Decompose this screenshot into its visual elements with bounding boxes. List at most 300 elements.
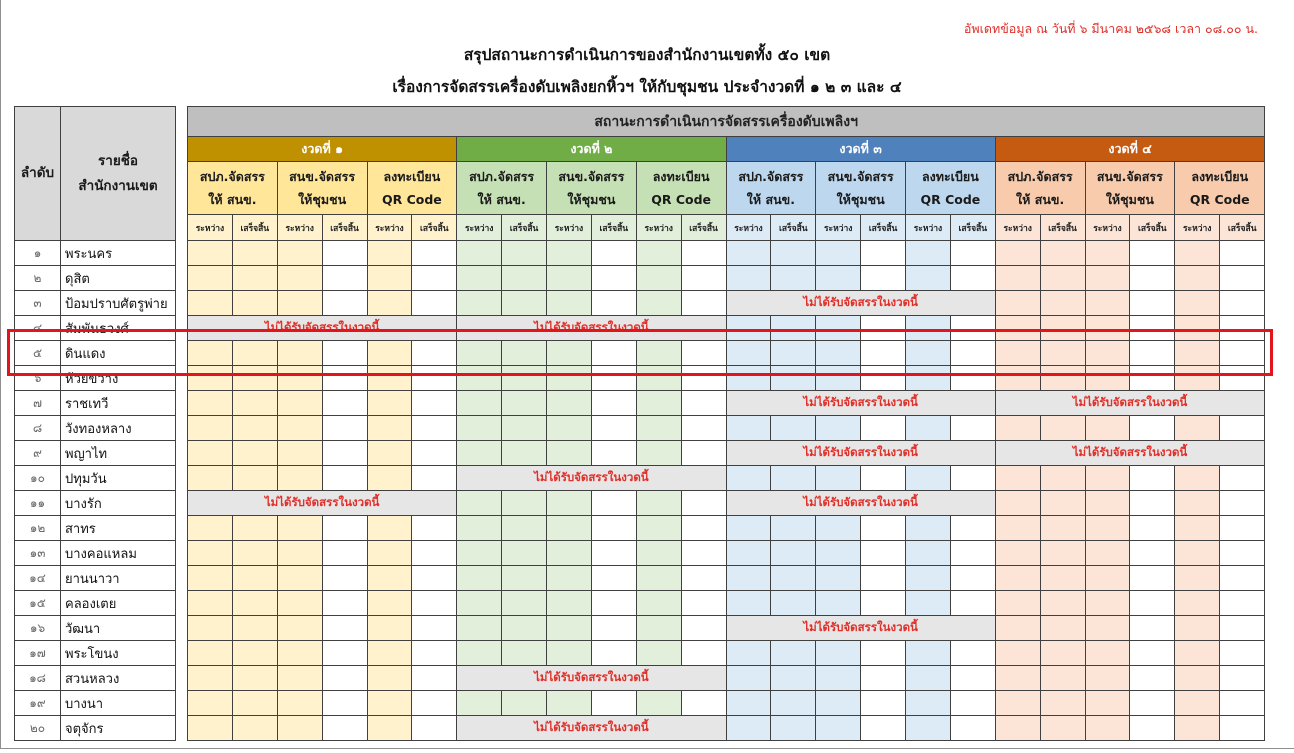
status-cell: [412, 266, 457, 291]
status-cell: [188, 591, 233, 616]
status-cell: [1220, 641, 1265, 666]
not-allocated-cell: ไม่ได้รับจัดสรรในงวดนี้: [726, 441, 995, 466]
in-progress-label: ระหว่าง: [1085, 215, 1130, 241]
status-cell: [367, 291, 412, 316]
status-cell: [861, 566, 906, 591]
table-row: [15, 266, 1265, 291]
status-cell: [547, 566, 592, 591]
status-cell: [232, 641, 277, 666]
status-cell: [636, 491, 681, 516]
status-cell: [950, 641, 995, 666]
status-cell: [502, 516, 547, 541]
status-cell: [188, 266, 233, 291]
round-1-step-1-header: [188, 162, 278, 215]
district-name: วัฒนา: [61, 616, 176, 641]
status-cell: [502, 566, 547, 591]
status-cell: [636, 591, 681, 616]
round-2-step-3-header: [636, 162, 726, 215]
status-cell: [771, 666, 816, 691]
status-cell: [547, 291, 592, 316]
district-name: วังทองหลาง: [61, 416, 176, 441]
status-cell: [457, 491, 502, 516]
status-cell: [816, 666, 861, 691]
status-cell: [322, 666, 367, 691]
status-cell: [906, 716, 951, 741]
status-cell: [771, 266, 816, 291]
update-note: อัพเดทข้อมูล ณ วันที่ ๖ มีนาคม ๒๕๖๘ เวลา ๐๘.๐๐ น.: [963, 21, 1258, 36]
status-cell: [232, 616, 277, 641]
step-label-line2: ให้ชุมชน: [567, 192, 616, 207]
status-cell: [1040, 566, 1085, 591]
status-cell: [1130, 566, 1175, 591]
status-cell: [277, 466, 322, 491]
status-cell: [188, 541, 233, 566]
status-cell: [771, 516, 816, 541]
done-label: เสร็จสิ้น: [502, 215, 547, 241]
status-cell: [412, 666, 457, 691]
status-cell: [906, 266, 951, 291]
status-cell: [995, 566, 1040, 591]
status-cell: [950, 516, 995, 541]
status-cell: [1040, 616, 1085, 641]
table-row: [15, 666, 1265, 691]
status-cell: [188, 516, 233, 541]
status-cell: [591, 691, 636, 716]
status-cell: [322, 291, 367, 316]
status-cell: [322, 266, 367, 291]
district-name: ยานนาวา: [61, 566, 176, 591]
status-cell: [412, 641, 457, 666]
round-1-step-3-header: [367, 162, 457, 215]
status-cell: [457, 391, 502, 416]
status-cell: [816, 466, 861, 491]
status-cell: [950, 666, 995, 691]
status-cell: [1085, 291, 1130, 316]
table-row: [15, 241, 1265, 266]
round-1-header: งวดที่ ๑: [188, 137, 457, 162]
status-cell: [1085, 416, 1130, 441]
status-cell: [681, 616, 726, 641]
status-cell: [277, 241, 322, 266]
in-progress-label: ระหว่าง: [906, 215, 951, 241]
status-cell: [906, 541, 951, 566]
status-cell: [232, 291, 277, 316]
status-cell: [1175, 666, 1220, 691]
status-cell: [412, 241, 457, 266]
status-cell: [681, 691, 726, 716]
status-cell: [1085, 666, 1130, 691]
round-4-step-1-header: [995, 162, 1085, 215]
status-cell: [322, 441, 367, 466]
status-cell: [950, 716, 995, 741]
status-cell: [726, 516, 771, 541]
status-cell: [502, 491, 547, 516]
status-header: สถานะการดำเนินการจัดสรรเครื่องดับเพลิงฯ: [188, 107, 1265, 137]
status-cell: [232, 666, 277, 691]
status-cell: [1130, 491, 1175, 516]
round-3-step-2-header: [816, 162, 906, 215]
status-cell: [1175, 716, 1220, 741]
district-number: ๗: [15, 391, 61, 416]
not-allocated-cell: ไม่ได้รับจัดสรรในงวดนี้: [188, 316, 457, 341]
status-cell: [681, 441, 726, 466]
status-cell: [950, 591, 995, 616]
status-cell: [277, 291, 322, 316]
status-cell: [457, 591, 502, 616]
status-cell: [188, 441, 233, 466]
status-cell: [771, 591, 816, 616]
status-cell: [861, 516, 906, 541]
status-cell: [457, 641, 502, 666]
round-4-header: งวดที่ ๔: [995, 137, 1265, 162]
status-cell: [232, 541, 277, 566]
status-cell: [995, 416, 1040, 441]
highlight-box: [7, 329, 1273, 376]
status-cell: [726, 691, 771, 716]
col-name-header-line2: สำนักงานเขต: [78, 177, 158, 194]
status-cell: [1175, 416, 1220, 441]
done-label: เสร็จสิ้น: [950, 215, 995, 241]
in-progress-label: ระหว่าง: [277, 215, 322, 241]
status-cell: [412, 516, 457, 541]
status-cell: [457, 616, 502, 641]
status-cell: [681, 516, 726, 541]
status-cell: [591, 441, 636, 466]
status-cell: [1130, 416, 1175, 441]
status-cell: [322, 416, 367, 441]
status-cell: [277, 391, 322, 416]
status-cell: [232, 241, 277, 266]
status-cell: [1220, 491, 1265, 516]
status-cell: [277, 641, 322, 666]
col-name-header-line1: รายชื่อ: [97, 152, 138, 169]
status-cell: [1175, 641, 1220, 666]
status-cell: [861, 541, 906, 566]
status-cell: [232, 466, 277, 491]
status-cell: [636, 541, 681, 566]
status-cell: [950, 541, 995, 566]
status-cell: [1175, 466, 1220, 491]
status-cell: [322, 466, 367, 491]
table-row: [15, 291, 1265, 316]
table-row: [15, 516, 1265, 541]
status-cell: [547, 641, 592, 666]
done-label: เสร็จสิ้น: [232, 215, 277, 241]
status-cell: [457, 516, 502, 541]
status-cell: [861, 691, 906, 716]
status-cell: [232, 691, 277, 716]
status-cell: [547, 616, 592, 641]
status-cell: [995, 291, 1040, 316]
status-cell: [906, 241, 951, 266]
status-cell: [861, 716, 906, 741]
status-cell: [591, 491, 636, 516]
status-cell: [277, 416, 322, 441]
in-progress-label: ระหว่าง: [188, 215, 233, 241]
table-row: [15, 591, 1265, 616]
status-cell: [816, 566, 861, 591]
status-cell: [950, 566, 995, 591]
status-cell: [188, 616, 233, 641]
status-cell: [591, 591, 636, 616]
status-cell: [277, 691, 322, 716]
status-cell: [277, 441, 322, 466]
status-cell: [816, 241, 861, 266]
status-cell: [1085, 516, 1130, 541]
status-cell: [547, 541, 592, 566]
status-cell: [547, 266, 592, 291]
status-cell: [681, 641, 726, 666]
step-label-line2: ให้ชุมชน: [836, 192, 885, 207]
status-cell: [681, 541, 726, 566]
status-cell: [995, 716, 1040, 741]
status-cell: [367, 441, 412, 466]
status-cell: [1130, 541, 1175, 566]
status-cell: [861, 641, 906, 666]
status-cell: [1040, 416, 1085, 441]
district-name: ปทุมวัน: [61, 466, 176, 491]
status-cell: [726, 641, 771, 666]
step-label-line1: สนข.จัดสรร: [827, 169, 894, 184]
status-cell: [1085, 491, 1130, 516]
title-line-2: เรื่องการจัดสรรเครื่องดับเพลิงยกหิ้วฯ ให้กับชุมชน ประจำงวดที่ ๑ ๒ ๓ และ ๔: [392, 78, 902, 96]
status-cell: [591, 266, 636, 291]
status-cell: [591, 516, 636, 541]
status-label-row: [15, 215, 1265, 241]
status-cell: [1085, 716, 1130, 741]
status-cell: [906, 691, 951, 716]
status-cell: [1040, 591, 1085, 616]
status-cell: [367, 466, 412, 491]
header-row: [15, 107, 1265, 137]
step-label-line2: ให้ สนข.: [746, 192, 795, 207]
status-cell: [277, 666, 322, 691]
district-name: สาทร: [61, 516, 176, 541]
status-cell: [1040, 691, 1085, 716]
status-cell: [1130, 616, 1175, 641]
district-name: คลองเตย: [61, 591, 176, 616]
in-progress-label: ระหว่าง: [726, 215, 771, 241]
status-cell: [367, 416, 412, 441]
status-cell: [906, 466, 951, 491]
district-number: ๔: [15, 316, 61, 341]
status-cell: [636, 391, 681, 416]
status-cell: [277, 266, 322, 291]
status-cell: [502, 241, 547, 266]
status-cell: [906, 516, 951, 541]
status-cell: [816, 716, 861, 741]
done-label: เสร็จสิ้น: [412, 215, 457, 241]
status-cell: [995, 666, 1040, 691]
status-cell: [591, 566, 636, 591]
step-label-line2: ให้ สนข.: [1016, 192, 1065, 207]
status-cell: [1130, 691, 1175, 716]
status-cell: [547, 591, 592, 616]
status-cell: [591, 391, 636, 416]
status-cell: [188, 241, 233, 266]
status-cell: [1130, 666, 1175, 691]
status-cell: [1220, 466, 1265, 491]
district-number: ๑๖: [15, 616, 61, 641]
status-cell: [367, 566, 412, 591]
district-number: ๑๙: [15, 691, 61, 716]
district-number: ๑: [15, 241, 61, 266]
status-cell: [995, 641, 1040, 666]
table-row: [15, 566, 1265, 591]
round-2-step-1-header: [457, 162, 547, 215]
status-cell: [277, 616, 322, 641]
status-cell: [726, 266, 771, 291]
status-cell: [232, 416, 277, 441]
done-label: เสร็จสิ้น: [1220, 215, 1265, 241]
status-cell: [636, 441, 681, 466]
status-cell: [816, 541, 861, 566]
status-cell: [1175, 491, 1220, 516]
status-cell: [1130, 291, 1175, 316]
status-cell: [861, 466, 906, 491]
table-row: [15, 416, 1265, 441]
status-cell: [188, 416, 233, 441]
in-progress-label: ระหว่าง: [367, 215, 412, 241]
district-name: บางรัก: [61, 491, 176, 516]
round-2-step-2-header: [547, 162, 637, 215]
status-cell: [322, 241, 367, 266]
status-cell: [1220, 266, 1265, 291]
status-cell: [367, 666, 412, 691]
status-cell: [681, 416, 726, 441]
district-name: บางคอแหลม: [61, 541, 176, 566]
status-cell: [367, 516, 412, 541]
district-name: พญาไท: [61, 441, 176, 466]
status-cell: [412, 541, 457, 566]
status-cell: [1220, 716, 1265, 741]
status-cell: [457, 416, 502, 441]
status-cell: [1220, 516, 1265, 541]
not-allocated-cell: ไม่ได้รับจัดสรรในงวดนี้: [726, 491, 995, 516]
status-cell: [726, 466, 771, 491]
step-label-line2: QR Code: [651, 192, 712, 207]
status-cell: [1220, 416, 1265, 441]
step-label-line2: ให้ สนข.: [208, 192, 257, 207]
status-cell: [1220, 691, 1265, 716]
step-label-line1: สปภ.จัดสรร: [469, 169, 535, 184]
status-cell: [816, 416, 861, 441]
status-cell: [950, 416, 995, 441]
status-cell: [861, 666, 906, 691]
status-cell: [726, 241, 771, 266]
status-cell: [412, 616, 457, 641]
district-number: ๙: [15, 441, 61, 466]
status-cell: [1175, 241, 1220, 266]
status-cell: [906, 666, 951, 691]
round-1-step-2-header: [277, 162, 367, 215]
status-cell: [1220, 666, 1265, 691]
status-cell: [457, 291, 502, 316]
status-cell: [906, 416, 951, 441]
status-cell: [726, 416, 771, 441]
status-cell: [816, 266, 861, 291]
status-cell: [1175, 566, 1220, 591]
status-cell: [681, 566, 726, 591]
status-cell: [277, 566, 322, 591]
not-allocated-cell: ไม่ได้รับจัดสรรในงวดนี้: [726, 391, 995, 416]
status-cell: [232, 591, 277, 616]
step-label-line1: สนข.จัดสรร: [558, 169, 625, 184]
not-allocated-cell: ไม่ได้รับจัดสรรในงวดนี้: [457, 666, 726, 691]
in-progress-label: ระหว่าง: [816, 215, 861, 241]
status-cell: [188, 716, 233, 741]
round-3-step-3-header: [906, 162, 996, 215]
status-cell: [1040, 516, 1085, 541]
district-name: ป้อมปราบศัตรูพ่าย: [61, 291, 176, 316]
table-row: [15, 716, 1265, 741]
status-cell: [591, 241, 636, 266]
status-cell: [1085, 591, 1130, 616]
round-3-header: งวดที่ ๓: [726, 137, 995, 162]
done-label: เสร็จสิ้น: [771, 215, 816, 241]
status-cell: [636, 266, 681, 291]
status-cell: [547, 241, 592, 266]
not-allocated-cell: ไม่ได้รับจัดสรรในงวดนี้: [457, 466, 726, 491]
status-cell: [188, 291, 233, 316]
status-cell: [457, 541, 502, 566]
status-cell: [816, 691, 861, 716]
status-cell: [502, 616, 547, 641]
status-cell: [995, 541, 1040, 566]
status-cell: [1220, 616, 1265, 641]
status-cell: [726, 566, 771, 591]
status-cell: [1220, 241, 1265, 266]
column-gap: [176, 107, 188, 741]
district-number: ๑๕: [15, 591, 61, 616]
status-cell: [726, 591, 771, 616]
status-cell: [547, 491, 592, 516]
status-cell: [636, 566, 681, 591]
status-cell: [591, 291, 636, 316]
step-label-line1: สปภ.จัดสรร: [738, 169, 804, 184]
status-cell: [681, 491, 726, 516]
status-cell: [1130, 516, 1175, 541]
status-cell: [1175, 541, 1220, 566]
status-cell: [412, 566, 457, 591]
step-label-line2: ให้ชุมชน: [298, 192, 347, 207]
status-cell: [1040, 666, 1085, 691]
status-cell: [1040, 291, 1085, 316]
status-cell: [1085, 466, 1130, 491]
status-cell: [681, 391, 726, 416]
status-cell: [412, 716, 457, 741]
status-cell: [906, 591, 951, 616]
status-cell: [502, 266, 547, 291]
status-cell: [547, 391, 592, 416]
round-3-step-1-header: [726, 162, 816, 215]
status-cell: [950, 241, 995, 266]
step-header-row: [15, 162, 1265, 215]
status-cell: [1085, 616, 1130, 641]
status-cell: [188, 641, 233, 666]
status-cell: [412, 691, 457, 716]
status-cell: [995, 616, 1040, 641]
status-cell: [502, 291, 547, 316]
status-cell: [502, 391, 547, 416]
table-body: [15, 107, 1265, 741]
status-cell: [995, 516, 1040, 541]
status-cell: [188, 666, 233, 691]
status-table: [14, 106, 1265, 741]
district-number: ๒๐: [15, 716, 61, 741]
done-label: เสร็จสิ้น: [861, 215, 906, 241]
status-cell: [367, 641, 412, 666]
